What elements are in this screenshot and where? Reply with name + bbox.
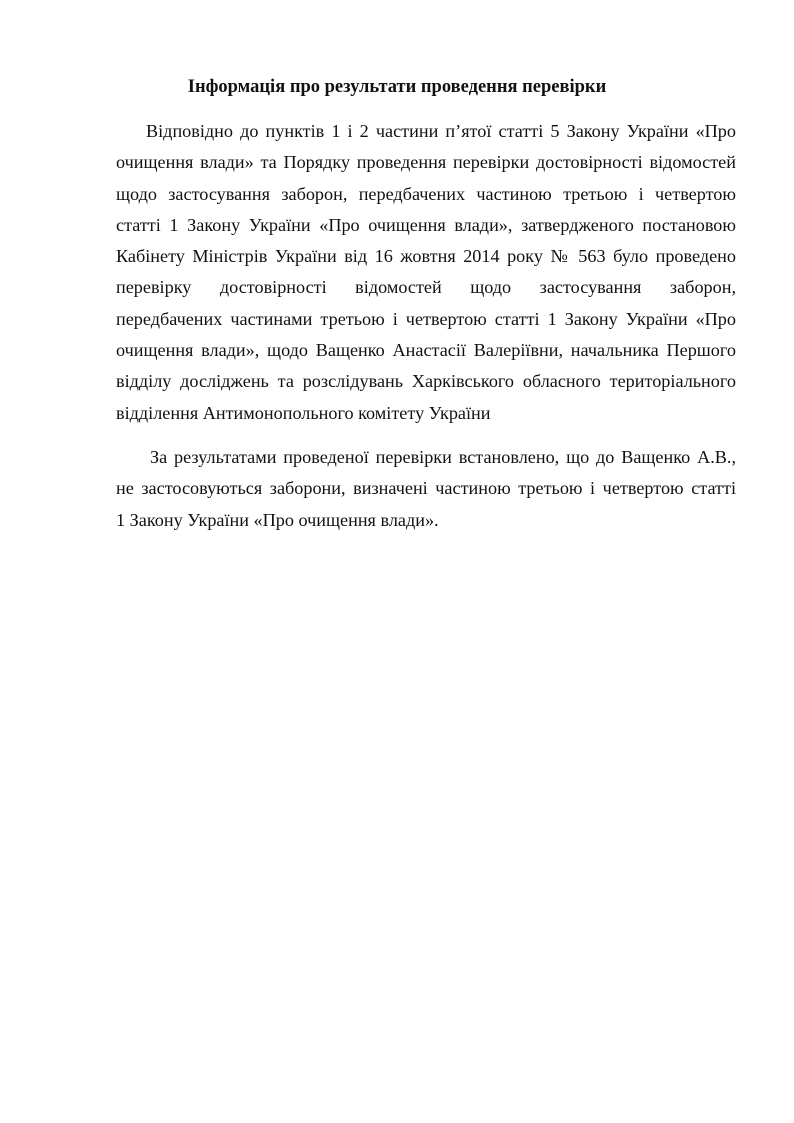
paragraph-line: відділу досліджень та розслідувань Харківського обласного територіального bbox=[116, 371, 736, 392]
paragraph-verification-result bbox=[116, 442, 736, 536]
paragraph-line: щодо застосування заборон, передбачених частиною третьою і четвертою bbox=[116, 183, 736, 204]
paragraph-line: передбачених частинами третьою і четвертою статті 1 Закону України «Про bbox=[116, 308, 736, 329]
paragraph-line: очищення влади» та Порядку проведення перевірки достовірності відомостей bbox=[116, 152, 736, 173]
paragraph-line: статті 1 Закону України «Про очищення влади», затвердженого постановою bbox=[116, 214, 736, 235]
paragraph-line: очищення влади», щодо Ващенко Анастасії Валеріївни, начальника Першого bbox=[116, 340, 736, 361]
paragraph-line: 1 Закону України «Про очищення влади». bbox=[116, 509, 439, 530]
paragraph-line: За результатами проведеної перевірки встановлено, що до Ващенко А.В., bbox=[150, 447, 736, 467]
paragraph-line: не застосовуються заборони, визначені частиною третьою і четвертою статті bbox=[116, 478, 736, 499]
paragraph-line: відділення Антимонопольного комітету України bbox=[116, 402, 491, 423]
paragraph-line: перевірку достовірності відомостей щодо застосування заборон, bbox=[116, 277, 736, 298]
paragraph-verification-basis bbox=[116, 116, 736, 429]
paragraph-line: Кабінету Міністрів України від 16 жовтня 2014 року № 563 було проведено bbox=[116, 246, 736, 267]
document-title: Інформація про результати проведення перевірки bbox=[187, 77, 607, 97]
paragraph-line: Відповідно до пунктів 1 і 2 частини п’ятої статті 5 Закону України «Про bbox=[146, 121, 736, 141]
